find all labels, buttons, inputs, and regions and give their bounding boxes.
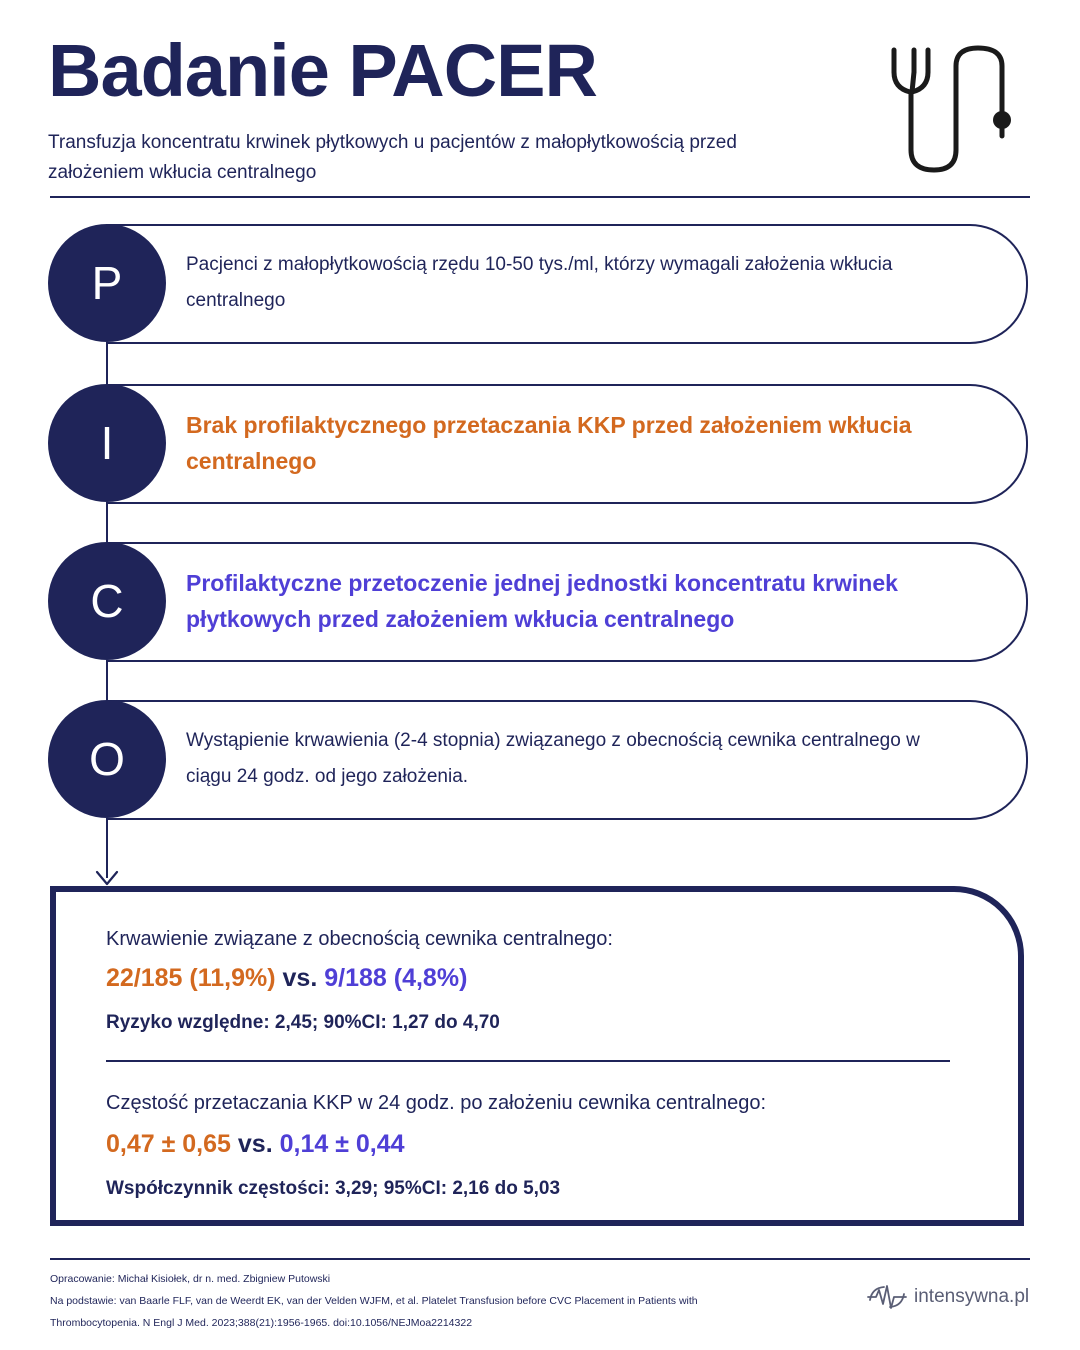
pico-letter-c: C [48,542,166,660]
bleeding-intervention-value: 22/185 (11,9%) [106,964,276,992]
pico-row-o [48,700,1030,820]
bleeding-control-value: 9/188 (4,8%) [324,964,468,992]
pico-letter-o: O [48,700,166,818]
bleeding-stat: Ryzyko względne: 2,45; 90%CI: 1,27 do 4,70 [106,1012,500,1033]
footer-author: Opracowanie: Michał Kisiołek, dr n. med. Zbigniew Putowski [50,1273,331,1285]
brand-logo-link[interactable] [866,1282,1029,1312]
footer-credits [50,1268,830,1334]
footer-divider [50,1258,1030,1260]
pico-row-i [48,384,1030,504]
pico-row-c [48,542,1030,662]
pico-text-p: Pacjenci z małopłytkowością rzędu 10-50 tys./ml, którzy wymagali założenia wkłucia centralnego [186,254,893,311]
pico-text-o: Wystąpienie krwawienia (2-4 stopnia) związanego z obecnością cewnika centralnego w ciągu 24 godz. od jego założenia. [186,730,920,787]
page-subtitle: Transfuzja koncentratu krwinek płytkowych u pacjentów z małopłytkowością przed założeniem wkłucia centralnego [48,132,737,183]
transfusion-label: Częstość przetaczania KKP w 24 godz. po założeniu cewnika centralnego: [106,1092,767,1114]
footer-source-line-2: Thrombocytopenia. N Engl J Med. 2023;388(21):1956-1965. doi:10.1056/NEJMoa2214322 [50,1317,473,1329]
bleeding-values [106,964,467,993]
arrow-down-icon [93,868,121,888]
pico-letter-i: I [48,384,166,502]
transfusion-control-value: 0,14 ± 0,44 [279,1130,405,1158]
heartbeat-icon [866,1282,908,1312]
pico-text-i: Brak profilaktycznego przetaczania KKP przed założeniem wkłucia centralnego [186,412,912,474]
pico-text-c: Profilaktyczne przetoczenie jednej jednostki koncentratu krwinek płytkowych przed założeniem wkłucia centralnego [186,570,898,632]
bleeding-label: Krwawienie związane z obecnością cewnika centralnego: [106,928,613,950]
results-divider [106,1060,950,1062]
pico-row-p [48,224,1030,344]
footer-source-line-1: Na podstawie: van Baarle FLF, van de Weerdt EK, van der Velden WJFM, et al. Platelet Transfusion before CVC Placement in Patients with [50,1295,698,1307]
catheter-icon [884,42,1032,178]
transfusion-intervention-value: 0,47 ± 0,65 [106,1130,231,1158]
results-panel [50,886,1024,1226]
header-divider [50,196,1030,198]
page-title: Badanie PACER [48,29,597,112]
brand-name: intensywna.pl [914,1286,1030,1307]
transfusion-vs: vs. [237,1130,273,1158]
pico-letter-p: P [48,224,166,342]
transfusion-values [106,1130,405,1159]
bleeding-vs: vs. [282,964,318,992]
transfusion-stat: Współczynnik częstości: 3,29; 95%CI: 2,16 do 5,03 [106,1178,561,1199]
